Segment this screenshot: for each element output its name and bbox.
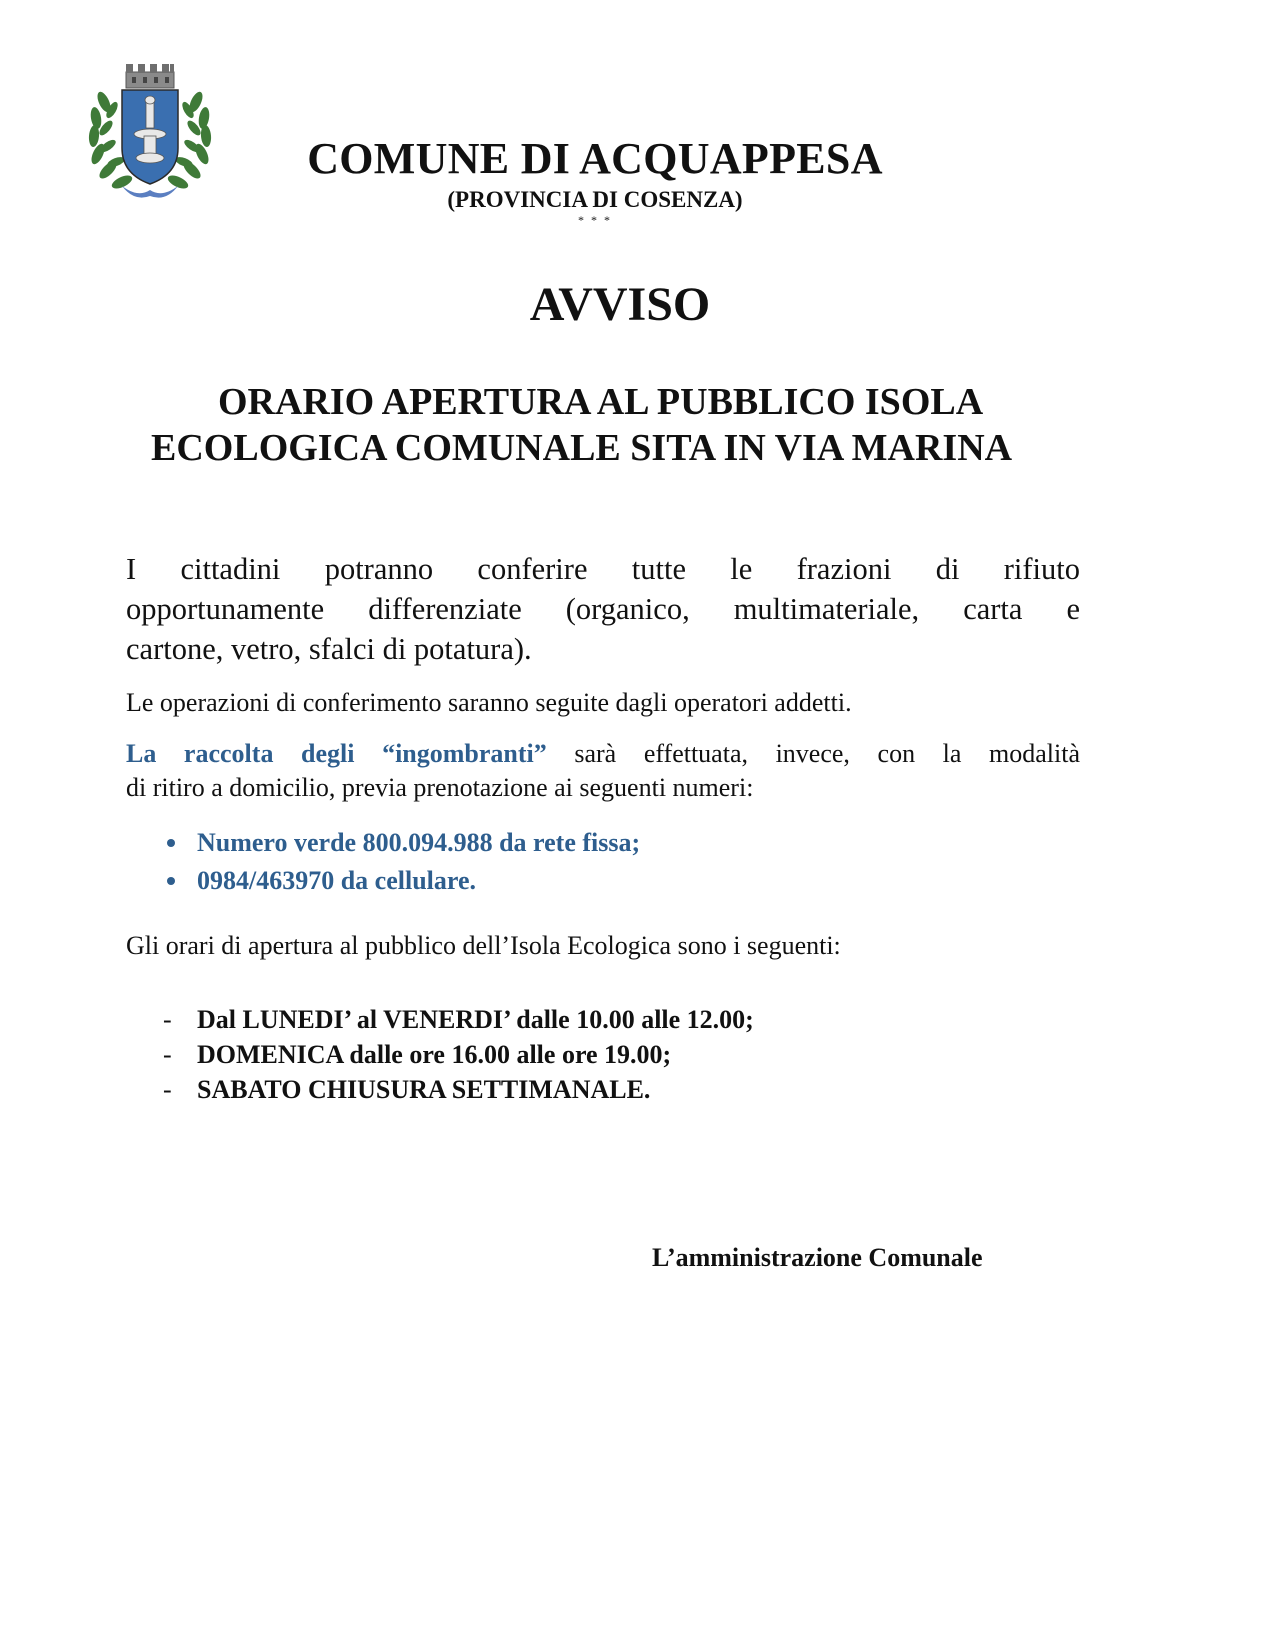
bulky-waste-highlight: La raccolta degli “ingombranti” xyxy=(126,739,547,768)
bulky-waste-line-1 xyxy=(126,737,1080,771)
notice-heading: AVVISO xyxy=(529,278,711,331)
operators-paragraph: Le operazioni di conferimento saranno seguite dagli operatori addetti. xyxy=(126,688,852,717)
dash-marker: - xyxy=(163,1040,172,1069)
list-item xyxy=(160,862,860,900)
phone-mobile: 0984/463970 da cellulare. xyxy=(197,866,477,895)
intro-line-1: I cittadini potranno conferire tutte le frazioni di rifiuto xyxy=(126,552,1080,586)
intro-line-3: cartone, vetro, sfalci di potatura). xyxy=(126,632,532,666)
municipality-title: COMUNE DI ACQUAPPESA xyxy=(307,134,883,183)
list-item xyxy=(160,1072,960,1107)
opening-hours-intro: Gli orari di apertura al pubblico dell’Isola Ecologica sono i seguenti: xyxy=(126,931,841,960)
signature: L’amministrazione Comunale xyxy=(652,1243,983,1272)
opening-hours-list xyxy=(160,1002,960,1107)
hours-saturday: SABATO CHIUSURA SETTIMANALE. xyxy=(197,1075,651,1104)
hours-sunday: DOMENICA dalle ore 16.00 alle ore 19.00; xyxy=(197,1040,672,1069)
municipal-coat-of-arms-icon xyxy=(82,62,218,202)
notice-subject-line-2: ECOLOGICA COMUNALE SITA IN VIA MARINA xyxy=(151,427,1013,469)
list-item xyxy=(160,824,860,862)
header-separator: * * * xyxy=(578,213,612,227)
phone-landline: Numero verde 800.094.988 da rete fissa; xyxy=(197,828,641,857)
bullet-icon xyxy=(167,839,175,847)
list-item xyxy=(160,1037,960,1072)
phone-list xyxy=(160,824,860,900)
notice-subject-line-1: ORARIO APERTURA AL PUBBLICO ISOLA xyxy=(218,381,984,423)
bulky-waste-paragraph xyxy=(126,737,1080,805)
bulky-waste-line-1-rest: sarà effettuata, invece, con la modalità xyxy=(546,739,1080,768)
intro-line-2: opportunamente differenziate (organico, multimateriale, carta e xyxy=(126,592,1080,626)
bullet-icon xyxy=(167,877,175,885)
list-item xyxy=(160,1002,960,1037)
dash-marker: - xyxy=(163,1005,172,1034)
province-subtitle: (PROVINCIA DI COSENZA) xyxy=(447,187,743,212)
intro-paragraph xyxy=(126,549,1080,669)
bulky-waste-line-2: di ritiro a domicilio, previa prenotazione ai seguenti numeri: xyxy=(126,773,754,802)
hours-weekdays: Dal LUNEDI’ al VENERDI’ dalle 10.00 alle 12.00; xyxy=(197,1005,754,1034)
dash-marker: - xyxy=(163,1075,172,1104)
